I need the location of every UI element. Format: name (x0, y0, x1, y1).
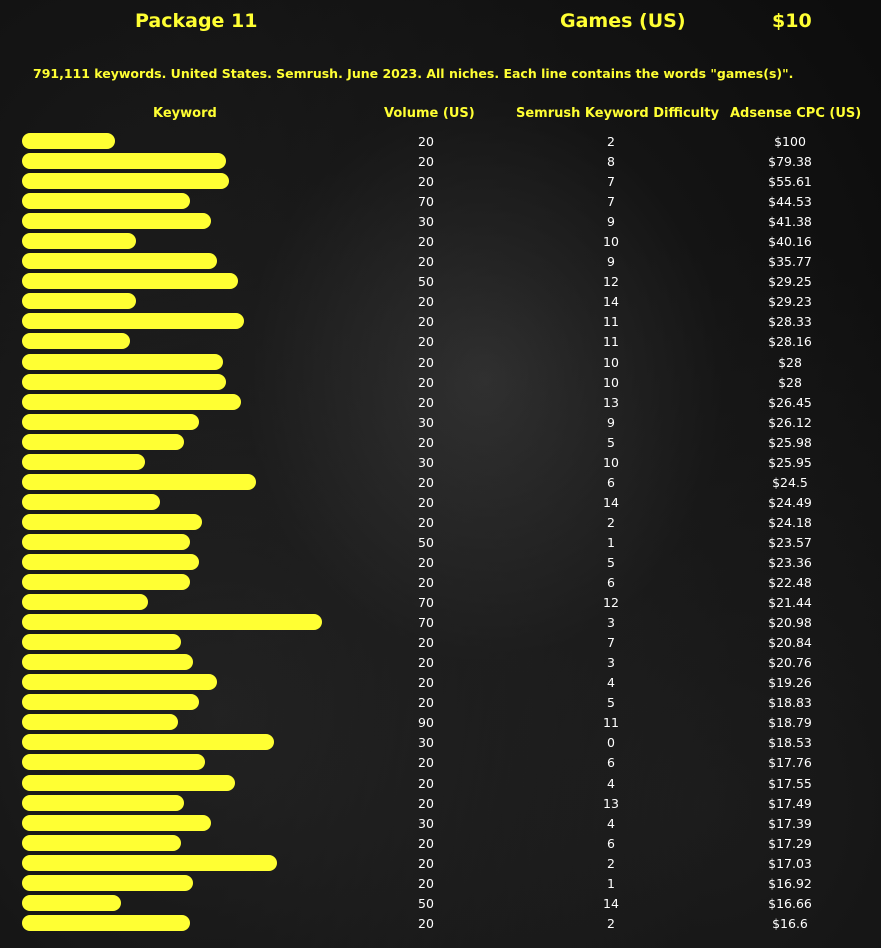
table-row (0, 372, 881, 392)
table-row (0, 913, 881, 933)
redacted-keyword-bar (22, 173, 229, 189)
table-row (0, 331, 881, 351)
redacted-keyword-bar (22, 273, 238, 289)
cpc-cell: $17.55 (768, 775, 812, 791)
difficulty-cell: 14 (603, 494, 619, 510)
volume-cell: 20 (418, 835, 434, 851)
table-row (0, 893, 881, 913)
table-row (0, 492, 881, 512)
cpc-cell: $16.6 (772, 915, 808, 931)
redacted-keyword-bar (22, 694, 199, 710)
cpc-cell: $79.38 (768, 154, 812, 170)
volume-cell: 20 (418, 174, 434, 190)
column-header-keyword: Keyword (153, 106, 217, 121)
table-row (0, 311, 881, 331)
difficulty-cell: 2 (607, 855, 615, 871)
difficulty-cell: 8 (607, 154, 615, 170)
difficulty-cell: 10 (603, 354, 619, 370)
difficulty-cell: 6 (607, 575, 615, 591)
difficulty-cell: 4 (607, 815, 615, 831)
cpc-cell: $24.49 (768, 494, 812, 510)
cpc-cell: $21.44 (768, 595, 812, 611)
redacted-keyword-bar (22, 354, 223, 370)
volume-cell: 70 (418, 595, 434, 611)
volume-cell: 20 (418, 154, 434, 170)
difficulty-cell: 1 (607, 875, 615, 891)
volume-cell: 20 (418, 434, 434, 450)
table-row (0, 652, 881, 672)
redacted-keyword-bar (22, 293, 136, 309)
cpc-cell: $100 (774, 134, 806, 149)
cpc-cell: $18.83 (768, 695, 812, 711)
difficulty-cell: 7 (607, 194, 615, 210)
cpc-cell: $29.25 (768, 274, 812, 290)
table-row (0, 572, 881, 592)
volume-cell: 20 (418, 775, 434, 791)
redacted-keyword-bar (22, 734, 274, 750)
volume-cell: 20 (418, 334, 434, 350)
cpc-cell: $19.26 (768, 675, 812, 691)
table-row (0, 532, 881, 552)
volume-cell: 20 (418, 755, 434, 771)
table-row (0, 512, 881, 532)
difficulty-cell: 13 (603, 795, 619, 811)
redacted-keyword-bar (22, 213, 211, 229)
volume-cell: 20 (418, 695, 434, 711)
difficulty-cell: 2 (607, 514, 615, 530)
redacted-keyword-bar (22, 815, 211, 831)
difficulty-cell: 10 (603, 454, 619, 470)
difficulty-cell: 12 (603, 595, 619, 611)
difficulty-cell: 6 (607, 474, 615, 490)
volume-cell: 20 (418, 254, 434, 270)
difficulty-cell: 2 (607, 915, 615, 931)
difficulty-cell: 0 (607, 735, 615, 751)
table-row (0, 251, 881, 271)
table-row (0, 712, 881, 732)
difficulty-cell: 5 (607, 554, 615, 570)
cpc-cell: $16.66 (768, 895, 812, 911)
redacted-keyword-bar (22, 634, 181, 650)
cpc-cell: $35.77 (768, 254, 812, 270)
volume-cell: 20 (418, 294, 434, 310)
redacted-keyword-bar (22, 313, 244, 329)
redacted-keyword-bar (22, 494, 160, 510)
volume-cell: 30 (418, 414, 434, 430)
cpc-cell: $24.5 (772, 474, 808, 490)
redacted-keyword-bar (22, 454, 145, 470)
difficulty-cell: 9 (607, 254, 615, 270)
volume-cell: 20 (418, 655, 434, 671)
redacted-keyword-bar (22, 895, 121, 911)
difficulty-cell: 11 (603, 334, 619, 350)
cpc-cell: $55.61 (768, 174, 812, 190)
cpc-cell: $26.45 (768, 394, 812, 410)
table-row (0, 853, 881, 873)
table-row (0, 392, 881, 412)
cpc-cell: $16.92 (768, 875, 812, 891)
cpc-cell: $18.53 (768, 735, 812, 751)
volume-cell: 30 (418, 454, 434, 470)
difficulty-cell: 5 (607, 434, 615, 450)
volume-cell: 20 (418, 134, 434, 149)
volume-cell: 20 (418, 514, 434, 530)
difficulty-cell: 2 (607, 134, 615, 149)
cpc-cell: $28 (778, 374, 802, 390)
redacted-keyword-bar (22, 534, 190, 550)
difficulty-cell: 4 (607, 675, 615, 691)
redacted-keyword-bar (22, 474, 256, 490)
redacted-keyword-bar (22, 554, 199, 570)
table-row (0, 291, 881, 311)
volume-cell: 70 (418, 194, 434, 210)
package-title: Package 11 (135, 10, 258, 32)
redacted-keyword-bar (22, 574, 190, 590)
column-header-difficulty: Semrush Keyword Difficulty (516, 106, 720, 121)
column-header-cpc: Adsense CPC (US) (730, 106, 862, 121)
difficulty-cell: 1 (607, 534, 615, 550)
cpc-cell: $28.33 (768, 314, 812, 330)
difficulty-cell: 3 (607, 615, 615, 631)
volume-cell: 20 (418, 554, 434, 570)
table-row (0, 432, 881, 452)
cpc-cell: $23.57 (768, 534, 812, 550)
table-row (0, 873, 881, 893)
difficulty-cell: 7 (607, 174, 615, 190)
table-row (0, 672, 881, 692)
cpc-cell: $17.49 (768, 795, 812, 811)
volume-cell: 50 (418, 895, 434, 911)
difficulty-cell: 10 (603, 234, 619, 250)
redacted-keyword-bar (22, 434, 184, 450)
difficulty-cell: 13 (603, 394, 619, 410)
difficulty-cell: 5 (607, 695, 615, 711)
volume-cell: 20 (418, 314, 434, 330)
redacted-keyword-bar (22, 153, 226, 169)
volume-cell: 50 (418, 534, 434, 550)
cpc-cell: $23.36 (768, 554, 812, 570)
keyword-table (0, 131, 881, 933)
cpc-cell: $20.84 (768, 635, 812, 651)
table-row (0, 592, 881, 612)
redacted-keyword-bar (22, 394, 241, 410)
volume-cell: 30 (418, 815, 434, 831)
redacted-keyword-bar (22, 674, 217, 690)
cpc-cell: $28 (778, 354, 802, 370)
difficulty-cell: 9 (607, 214, 615, 230)
cpc-cell: $25.98 (768, 434, 812, 450)
difficulty-cell: 9 (607, 414, 615, 430)
cpc-cell: $17.76 (768, 755, 812, 771)
cpc-cell: $18.79 (768, 715, 812, 731)
redacted-keyword-bar (22, 915, 190, 931)
cpc-cell: $41.38 (768, 214, 812, 230)
difficulty-cell: 12 (603, 274, 619, 290)
cpc-cell: $17.39 (768, 815, 812, 831)
difficulty-cell: 6 (607, 755, 615, 771)
table-row (0, 191, 881, 211)
difficulty-cell: 4 (607, 775, 615, 791)
difficulty-cell: 6 (607, 835, 615, 851)
cpc-cell: $40.16 (768, 234, 812, 250)
volume-cell: 20 (418, 855, 434, 871)
volume-cell: 20 (418, 575, 434, 591)
redacted-keyword-bar (22, 835, 181, 851)
table-row (0, 732, 881, 752)
table-row (0, 271, 881, 291)
table-row (0, 793, 881, 813)
table-row (0, 472, 881, 492)
redacted-keyword-bar (22, 754, 205, 770)
cpc-cell: $26.12 (768, 414, 812, 430)
table-row (0, 752, 881, 772)
table-row (0, 412, 881, 432)
table-row (0, 813, 881, 833)
cpc-cell: $24.18 (768, 514, 812, 530)
redacted-keyword-bar (22, 594, 148, 610)
difficulty-cell: 3 (607, 655, 615, 671)
cpc-cell: $17.29 (768, 835, 812, 851)
table-row (0, 773, 881, 793)
redacted-keyword-bar (22, 374, 226, 390)
cpc-cell: $28.16 (768, 334, 812, 350)
volume-cell: 30 (418, 214, 434, 230)
redacted-keyword-bar (22, 614, 322, 630)
volume-cell: 90 (418, 715, 434, 731)
redacted-keyword-bar (22, 133, 115, 149)
redacted-keyword-bar (22, 253, 217, 269)
difficulty-cell: 11 (603, 314, 619, 330)
difficulty-cell: 11 (603, 715, 619, 731)
table-row (0, 632, 881, 652)
table-row (0, 552, 881, 572)
redacted-keyword-bar (22, 514, 202, 530)
volume-cell: 20 (418, 795, 434, 811)
dataset-description: 791,111 keywords. United States. Semrush. June 2023. All niches. Each line contains the words "games(s)". (33, 66, 794, 81)
volume-cell: 50 (418, 274, 434, 290)
cpc-cell: $17.03 (768, 855, 812, 871)
column-header-volume: Volume (US) (384, 106, 475, 121)
difficulty-cell: 7 (607, 635, 615, 651)
table-row (0, 151, 881, 171)
volume-cell: 20 (418, 635, 434, 651)
table-row (0, 171, 881, 191)
redacted-keyword-bar (22, 775, 235, 791)
table-row (0, 612, 881, 632)
redacted-keyword-bar (22, 414, 199, 430)
table-row (0, 352, 881, 372)
cpc-cell: $25.95 (768, 454, 812, 470)
cpc-cell: $22.48 (768, 575, 812, 591)
difficulty-cell: 14 (603, 294, 619, 310)
cpc-cell: $29.23 (768, 294, 812, 310)
redacted-keyword-bar (22, 795, 184, 811)
redacted-keyword-bar (22, 193, 190, 209)
table-row (0, 452, 881, 472)
cpc-cell: $20.76 (768, 655, 812, 671)
volume-cell: 20 (418, 234, 434, 250)
volume-cell: 20 (418, 354, 434, 370)
cpc-cell: $44.53 (768, 194, 812, 210)
difficulty-cell: 10 (603, 374, 619, 390)
category-title: Games (US) (560, 10, 686, 32)
table-row (0, 833, 881, 853)
table-row (0, 131, 881, 151)
redacted-keyword-bar (22, 654, 193, 670)
volume-cell: 20 (418, 474, 434, 490)
table-row (0, 231, 881, 251)
table-row (0, 211, 881, 231)
redacted-keyword-bar (22, 233, 136, 249)
volume-cell: 20 (418, 875, 434, 891)
volume-cell: 20 (418, 394, 434, 410)
redacted-keyword-bar (22, 855, 277, 871)
volume-cell: 20 (418, 494, 434, 510)
redacted-keyword-bar (22, 333, 130, 349)
volume-cell: 20 (418, 374, 434, 390)
price-label: $10 (772, 10, 812, 32)
table-row (0, 692, 881, 712)
volume-cell: 30 (418, 735, 434, 751)
redacted-keyword-bar (22, 875, 193, 891)
volume-cell: 70 (418, 615, 434, 631)
redacted-keyword-bar (22, 714, 178, 730)
volume-cell: 20 (418, 915, 434, 931)
volume-cell: 20 (418, 675, 434, 691)
cpc-cell: $20.98 (768, 615, 812, 631)
difficulty-cell: 14 (603, 895, 619, 911)
